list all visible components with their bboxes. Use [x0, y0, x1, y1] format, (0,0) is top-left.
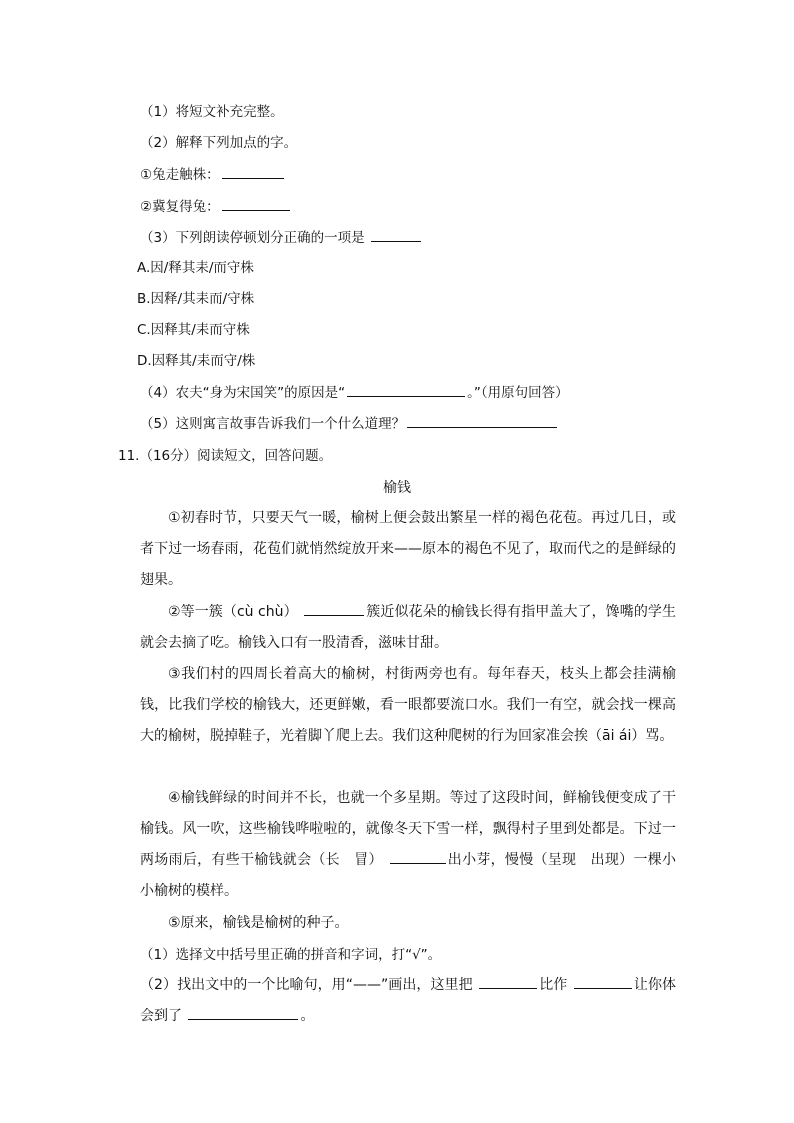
- passage-title: 榆钱: [383, 480, 411, 496]
- answer-blank[interactable]: [479, 974, 537, 989]
- q10-sub5-label: （5）这则寓言故事告诉我们一个什么道理？: [140, 416, 406, 432]
- passage-paragraph-1: ①初春时节，只要天气一暖，榆树上便会鼓出繁星一样的褐色花苞。再过几日，或者下过一场春雨，花苞们就悄然绽放开来——原本的褐色不见了，取而代之的是鲜绿的翅果。: [140, 510, 676, 588]
- q10-word2: [140, 196, 292, 217]
- answer-blank[interactable]: [574, 974, 632, 989]
- answer-blank[interactable]: [371, 227, 421, 242]
- q10-option-a: A.因/释其耒/而守株: [137, 260, 254, 276]
- answer-blank[interactable]: [347, 382, 465, 397]
- answer-blank[interactable]: [304, 601, 364, 616]
- answer-blank[interactable]: [407, 413, 557, 428]
- q10-sub4: [140, 382, 569, 403]
- answer-blank[interactable]: [222, 164, 284, 179]
- q10-option-b: B.因释/其耒而/守株: [137, 291, 255, 307]
- q10-sub1: （1）将短文补充完整。: [140, 104, 284, 120]
- q10-sub3: [140, 227, 423, 248]
- answer-blank[interactable]: [390, 849, 446, 864]
- q10-sub4-prefix: （4）农夫“身为宋国笑”的原因是“: [140, 385, 346, 401]
- answer-blank[interactable]: [188, 1005, 298, 1020]
- passage-paragraph-2: [140, 597, 676, 659]
- q11-sub2-part-c: 让你体会到了: [140, 977, 677, 1024]
- q10-word1: [140, 164, 286, 185]
- q10-sub4-suffix: 。”（用原句回答）: [467, 385, 569, 401]
- q11-sub2-part-b: 比作: [539, 977, 568, 993]
- q10-sub5: [140, 413, 559, 434]
- q11-sub2-part-a: （2）找出文中的一个比喻句，用“——”画出，这里把: [140, 977, 473, 993]
- q10-option-c: C.因释其/耒而守株: [137, 322, 250, 338]
- q10-word1-label: ①兔走触株：: [140, 167, 220, 183]
- q10-sub2: （2）解释下列加点的字。: [140, 135, 298, 151]
- p4-part-a: ④榆钱鲜绿的时间并不长，也就一个多星期。等过了这段时间，鲜榆钱便变成了干榆钱。风一吹，这些榆钱哗啦啦的，就像冬天下雪一样，飘得村子里到处都是。下过一两场雨后，有些干榆钱就会（长 冒）: [140, 790, 676, 868]
- q11-sub2: [140, 970, 676, 1032]
- p4-part-b: 出小芽，慢慢（呈现 出现）一棵小小榆树的模样。: [140, 852, 677, 899]
- q11-sub1: （1）选择文中括号里正确的拼音和字词，打“√”。: [140, 947, 442, 963]
- p2-part-b: 簇近似花朵的榆钱长得有指甲盖大了，馋嘴的学生就会去摘了吃。榆钱入口有一股清香，滋味甘甜。: [140, 604, 677, 651]
- passage-paragraph-5: ⑤原来，榆钱是榆树的种子。: [168, 915, 349, 931]
- q10-word2-label: ②冀复得兔：: [140, 199, 220, 215]
- passage-paragraph-3: ③我们村的四周长着高大的榆树，村街两旁也有。每年春天，枝头上都会挂满榆钱，比我们学校的榆钱大，还更鲜嫩，看一眼都要流口水。我们一有空，就会找一棵高大的榆树，脱掉鞋子，光着脚丫爬上去。我们这种爬树的行为回家准会挨（āi ái）骂。: [140, 666, 676, 744]
- q10-sub3-label: （3）下列朗读停顿划分正确的一项是: [140, 230, 365, 246]
- q11-heading: 11.（16分）阅读短文，回答问题。: [118, 448, 333, 464]
- answer-blank[interactable]: [222, 196, 290, 211]
- passage-paragraph-4: [140, 783, 676, 907]
- p2-part-a: ②等一簇（cù chù）: [168, 604, 298, 620]
- q11-sub2-end: 。: [300, 1008, 315, 1024]
- q10-option-d: D.因释其/耒而守/株: [137, 353, 256, 369]
